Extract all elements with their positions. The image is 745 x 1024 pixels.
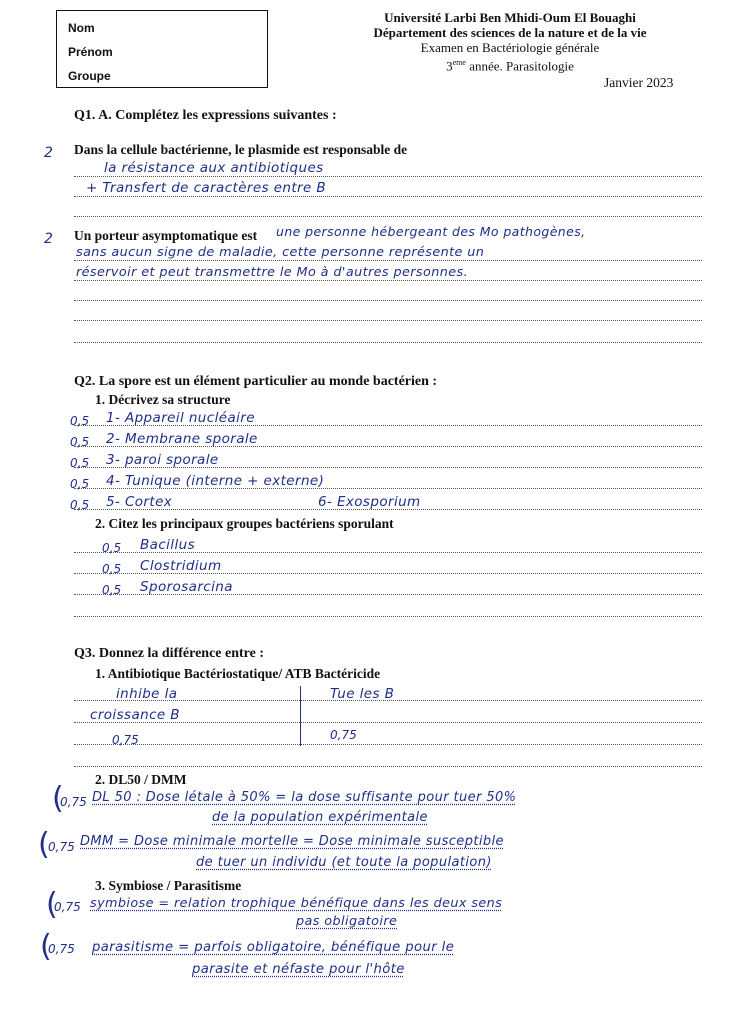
q3-s2-answer-2a: DMM = Dose minimale mortelle = Dose minimale susceptible [80, 834, 504, 849]
q2-s2-mark-2: 0,5 [102, 562, 122, 576]
q3-s2-answer-2b: de tuer un individu (et toute la population) [196, 855, 492, 870]
q2-s2-answer-2: Clostridium [140, 558, 222, 574]
department-name: Département des sciences de la nature et de la vie [373, 25, 647, 40]
bracket-mark: ( [46, 887, 58, 922]
q3-s3-answer-1b: pas obligatoire [296, 914, 398, 929]
bracket-mark: ( [38, 827, 50, 862]
q3-s2-answer-1b: de la population expérimentale [212, 810, 428, 825]
q3-sub1-title: 1. Antibiotique Bactériostatique/ ATB Bactéricide [95, 666, 381, 681]
q2-s2-mark-1: 0,5 [102, 541, 122, 555]
q2-s1-answer-3: 3- paroi sporale [106, 452, 219, 468]
answer-line [74, 320, 702, 321]
q3-s3-answer-2a: parasitisme = parfois obligatoire, bénéfique pour le [92, 940, 455, 955]
year-superscript: eme [452, 58, 466, 67]
q2-s2-mark-3: 0,5 [102, 583, 122, 597]
year-rest: année. Parasitologie [465, 58, 574, 74]
prenom-label: Prénom [68, 45, 113, 59]
q2-s1-mark-1: 0,5 [70, 414, 90, 428]
answer-line [74, 216, 702, 217]
q2-s1-mark-3: 0,5 [70, 456, 90, 470]
answer-line [74, 260, 702, 261]
q3-s1-left-1: inhibe la [116, 686, 178, 702]
answer-line [74, 280, 702, 281]
q1-title: Q1. A. Complétez les expressions suivantes : [74, 108, 337, 123]
q1-part2-answer-3: réservoir et peut transmettre le Mo à d'autres personnes. [76, 265, 469, 280]
q3-s3-mark-2: 0,75 [48, 942, 75, 956]
q2-s2-answer-3: Sporosarcina [140, 579, 233, 595]
answer-line [74, 300, 702, 301]
q2-sub1-title: 1. Décrivez sa structure [95, 392, 231, 407]
q3-s1-mark-right: 0,75 [330, 728, 357, 742]
answer-line [74, 766, 702, 767]
answer-line [74, 342, 702, 343]
answer-line [74, 196, 702, 197]
q2-s1-answer-2: 2- Membrane sporale [106, 431, 258, 447]
q1-part2-prompt: Un porteur asymptomatique est [74, 228, 258, 243]
q3-sub2-title: 2. DL50 / DMM [95, 772, 187, 787]
university-name: Université Larbi Ben Mhidi-Oum El Bouaghi [384, 10, 636, 25]
q3-s3-answer-1a: symbiose = relation trophique bénéfique dans les deux sens [90, 896, 503, 911]
q1-part2-mark: 2 [44, 231, 53, 247]
bracket-mark: ( [52, 781, 64, 816]
answer-line [74, 744, 702, 745]
q3-s1-left-2: croissance B [90, 707, 180, 723]
q3-s1-mark-left: 0,75 [112, 733, 139, 747]
q2-s1-answer-5: 5- Cortex [106, 494, 173, 510]
nom-label: Nom [68, 21, 95, 35]
bracket-mark: ( [40, 929, 52, 964]
student-info-box [56, 10, 268, 88]
q1-part2-answer-1: une personne hébergeant des Mo pathogènes, [276, 224, 586, 239]
q2-s1-mark-4: 0,5 [70, 477, 90, 491]
q3-s2-answer-1a: DL 50 : Dose létale à 50% = la dose suffisante pour tuer 50% [92, 790, 517, 805]
groupe-label: Groupe [68, 69, 111, 83]
year-number: 3 [446, 58, 453, 74]
q2-sub2-title: 2. Citez les principaux groupes bactériens sporulant [95, 516, 394, 531]
q3-s2-mark-2: 0,75 [48, 840, 75, 854]
q1-part2-answer-2: sans aucun signe de maladie, cette personne représente un [76, 245, 485, 260]
year-line [300, 55, 720, 73]
q2-s1-mark-2: 0,5 [70, 435, 90, 449]
q3-s3-mark-1: 0,75 [54, 900, 81, 914]
q3-sub3-title: 3. Symbiose / Parasitisme [95, 878, 242, 893]
q1-part1-answer-2: + Transfert de caractères entre B [86, 180, 327, 196]
q3-s1-right: Tue les B [330, 686, 395, 702]
q2-s1-answer-6: 6- Exosporium [318, 494, 421, 510]
q2-title: Q2. La spore est un élément particulier au monde bactérien : [74, 374, 438, 389]
answer-line [74, 176, 702, 177]
q2-s1-answer-4: 4- Tunique (interne + externe) [106, 473, 325, 489]
q3-s3-answer-2b: parasite et néfaste pour l'hôte [192, 962, 405, 977]
q1-part1-answer-1: la résistance aux antibiotiques [104, 160, 324, 176]
q2-s1-answer-1: 1- Appareil nucléaire [106, 410, 255, 426]
q3-s2-mark-1: 0,75 [60, 795, 87, 809]
q1-part1-prompt: Dans la cellule bactérienne, le plasmide est responsable de [74, 142, 408, 157]
q2-s2-answer-1: Bacillus [140, 537, 195, 553]
separator-stroke [300, 686, 301, 746]
exam-date: Janvier 2023 [604, 75, 674, 90]
answer-line [74, 616, 702, 617]
q2-s1-mark-5: 0,5 [70, 498, 90, 512]
exam-title: Examen en Bactériologie générale [420, 40, 600, 55]
q3-title: Q3. Donnez la différence entre : [74, 646, 264, 661]
q1-part1-mark: 2 [44, 145, 53, 161]
